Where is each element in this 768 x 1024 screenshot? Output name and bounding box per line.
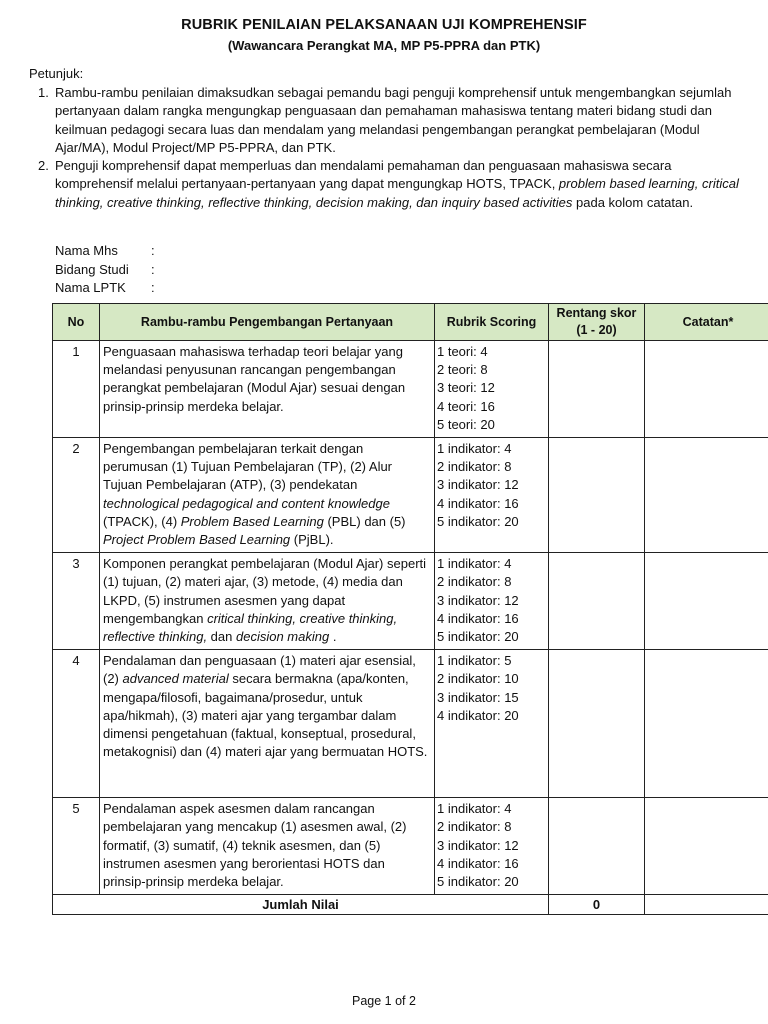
row-rubrik-scoring: 1 indikator: 4 2 indikator: 8 3 indikator: 12 4 indikator: 16 5 indikator: 20 xyxy=(435,438,549,553)
page-number: Page 1 of 2 xyxy=(352,994,416,1008)
description-segment: (PBL) dan (5) xyxy=(323,513,406,529)
table-row xyxy=(53,650,768,798)
instruction-text-italic: problem based learning, critical thinking, creative thinking, reflective thinking, decision making, dan inquiry based activities xyxy=(55,176,739,210)
description-segment: . xyxy=(329,629,337,645)
description-italic-segment: Problem Based Learning xyxy=(180,513,324,529)
description-italic-segment: Project Problem Based Learning xyxy=(103,532,291,548)
meta-row-nama-mhs xyxy=(55,242,155,261)
summary-row xyxy=(53,895,768,915)
row-score-cell[interactable] xyxy=(549,650,645,798)
document-title: RUBRIK PENILAIAN PELAKSANAAN UJI KOMPREHENSIF xyxy=(181,17,587,33)
header-rentang xyxy=(549,304,645,341)
description-italic-segment: decision making xyxy=(235,629,330,645)
description-segment: Penguasaan mahasiswa terhadap teori belajar yang melandasi penyusunan rancangan pengembangan perangkat pembelajaran (Modul Ajar) sesuai dengan prinsip-prinsip merdeka belajar. xyxy=(103,344,406,414)
description-segment: secara bermakna (apa/konten, mengapa/filosofi, bagaimana/prosedur, untuk apa/hikmah), (3) materi ajar yang tergambar dalam dimensi pengetahuan (faktual, konseptual, prosedural, metakognisi) dan (4) materi ajar yang bermuatan HOTS. xyxy=(103,671,428,760)
instruction-text-plain: Penguji komprehensif dapat memperluas dan mendalami pemahaman dan penguasaan mahasiswa secara komprehensif melalui pertanyaan-pertanyaan yang dapat mengungkap HOTS, TPACK, xyxy=(55,158,672,192)
meta-separator: : xyxy=(151,243,155,258)
row-description xyxy=(100,341,435,438)
header-catatan: Catatan* xyxy=(645,304,768,341)
instruction-item xyxy=(29,157,741,212)
table-row xyxy=(53,553,768,650)
header-rentang-line1: Rentang skor xyxy=(556,306,637,320)
meta-row-nama-lptk xyxy=(55,279,155,298)
meta-row-bidang-studi xyxy=(55,261,155,280)
row-catatan-cell[interactable] xyxy=(645,553,768,650)
header-no: No xyxy=(53,304,100,341)
document-subtitle: (Wawancara Perangkat MA, MP P5-PPRA dan PTK) xyxy=(227,38,541,53)
description-segment: Komponen perangkat pembelajaran (Modul Ajar) seperti (1) tujuan, (2) materi ajar, (3) metode, (4) media dan LKPD, (5) instrumen asesmen yang dapat mengembangkan xyxy=(103,556,427,626)
description-italic-segment: technological pedagogical and content knowledge xyxy=(103,495,390,511)
row-score-cell[interactable] xyxy=(549,438,645,553)
meta-separator: : xyxy=(151,280,155,295)
description-italic-segment: critical thinking, creative thinking, reflective thinking, xyxy=(103,610,398,645)
description-segment: Pendalaman dan penguasaan (1) materi ajar esensial, (2) xyxy=(103,653,416,687)
table-row xyxy=(53,798,768,895)
instruction-text-end: pada kolom catatan. xyxy=(572,194,694,210)
summary-catatan-cell[interactable] xyxy=(645,895,768,915)
instruction-number: 2. xyxy=(38,158,49,174)
instruction-text xyxy=(55,157,741,212)
row-description xyxy=(100,650,435,798)
row-rubrik-scoring: 1 indikator: 4 2 indikator: 8 3 indikator: 12 4 indikator: 16 5 indikator: 20 xyxy=(435,798,549,895)
row-catatan-cell[interactable] xyxy=(645,341,768,438)
meta-label: Nama Mhs xyxy=(55,243,118,258)
row-catatan-cell[interactable] xyxy=(645,650,768,798)
meta-separator: : xyxy=(151,261,155,277)
row-score-cell[interactable] xyxy=(549,341,645,438)
description-segment: (PjBL). xyxy=(290,532,334,548)
row-score-cell[interactable] xyxy=(549,798,645,895)
row-description xyxy=(100,438,435,553)
instructions-list xyxy=(29,84,741,212)
table-row xyxy=(53,438,768,553)
row-score-cell[interactable] xyxy=(549,553,645,650)
student-info xyxy=(55,242,155,298)
instructions-heading: Petunjuk: xyxy=(29,66,84,81)
meta-label: Bidang Studi xyxy=(55,261,129,277)
row-rubrik-scoring: 1 indikator: 4 2 indikator: 8 3 indikator: 12 4 indikator: 16 5 indikator: 20 xyxy=(435,553,549,650)
row-number: 4 xyxy=(53,650,100,798)
description-segment: Pendalaman aspek asesmen dalam rancangan pembelajaran yang mencakup (1) asesmen awal, (2) formatif, (3) sumatif, (4) teknik asesmen, dan (5) instrumen asesmen yang berorientasi HOTS dan prinsip-prinsip merdeka belajar. xyxy=(103,801,407,890)
row-number: 2 xyxy=(53,438,100,553)
instruction-text: Rambu-rambu penilaian dimaksudkan sebagai pemandu bagi penguji komprehensif untuk mengembangkan sejumlah pertanyaan dalam rangka mengungkap penguasaan dan pemahaman mahasiswa tentang materi bidang studi dan keilmuan pedagogi secara luas dan mendalam yang melandasi pengembangan perangkat pembelajaran (Modul Ajar/MA), Modul Project/MP P5-PPRA, dan PTK. xyxy=(55,85,732,155)
row-catatan-cell[interactable] xyxy=(645,798,768,895)
row-number: 1 xyxy=(53,341,100,438)
summary-label: Jumlah Nilai xyxy=(53,895,549,915)
row-rubrik-scoring: 1 indikator: 5 2 indikator: 10 3 indikator: 15 4 indikator: 20 xyxy=(435,650,549,798)
description-segment: (TPACK), (4) xyxy=(103,513,181,529)
instruction-item xyxy=(29,84,741,157)
description-italic-segment: advanced material xyxy=(122,671,229,687)
row-description xyxy=(100,553,435,650)
description-segment: Pengembangan pembelajaran terkait dengan perumusan (1) Tujuan Pembelajaran (TP), (2) Alur Tujuan Pembelajaran (ATP), (3) pendekatan xyxy=(103,441,393,493)
header-rubrik: Rubrik Scoring xyxy=(435,304,549,341)
description-segment: dan xyxy=(207,629,236,645)
summary-value: 0 xyxy=(549,895,645,915)
row-rubrik-scoring: 1 teori: 4 2 teori: 8 3 teori: 12 4 teori: 16 5 teori: 20 xyxy=(435,341,549,438)
row-catatan-cell[interactable] xyxy=(645,438,768,553)
row-number: 5 xyxy=(53,798,100,895)
rubric-table xyxy=(52,303,768,915)
header-rentang-line2: (1 - 20) xyxy=(576,323,617,337)
instruction-number: 1. xyxy=(38,85,49,100)
table-row xyxy=(53,341,768,438)
meta-label: Nama LPTK xyxy=(55,280,126,295)
header-rambu: Rambu-rambu Pengembangan Pertanyaan xyxy=(100,304,435,341)
table-body xyxy=(53,341,768,915)
row-description xyxy=(100,798,435,895)
row-number: 3 xyxy=(53,553,100,650)
table-header-row xyxy=(53,304,768,341)
